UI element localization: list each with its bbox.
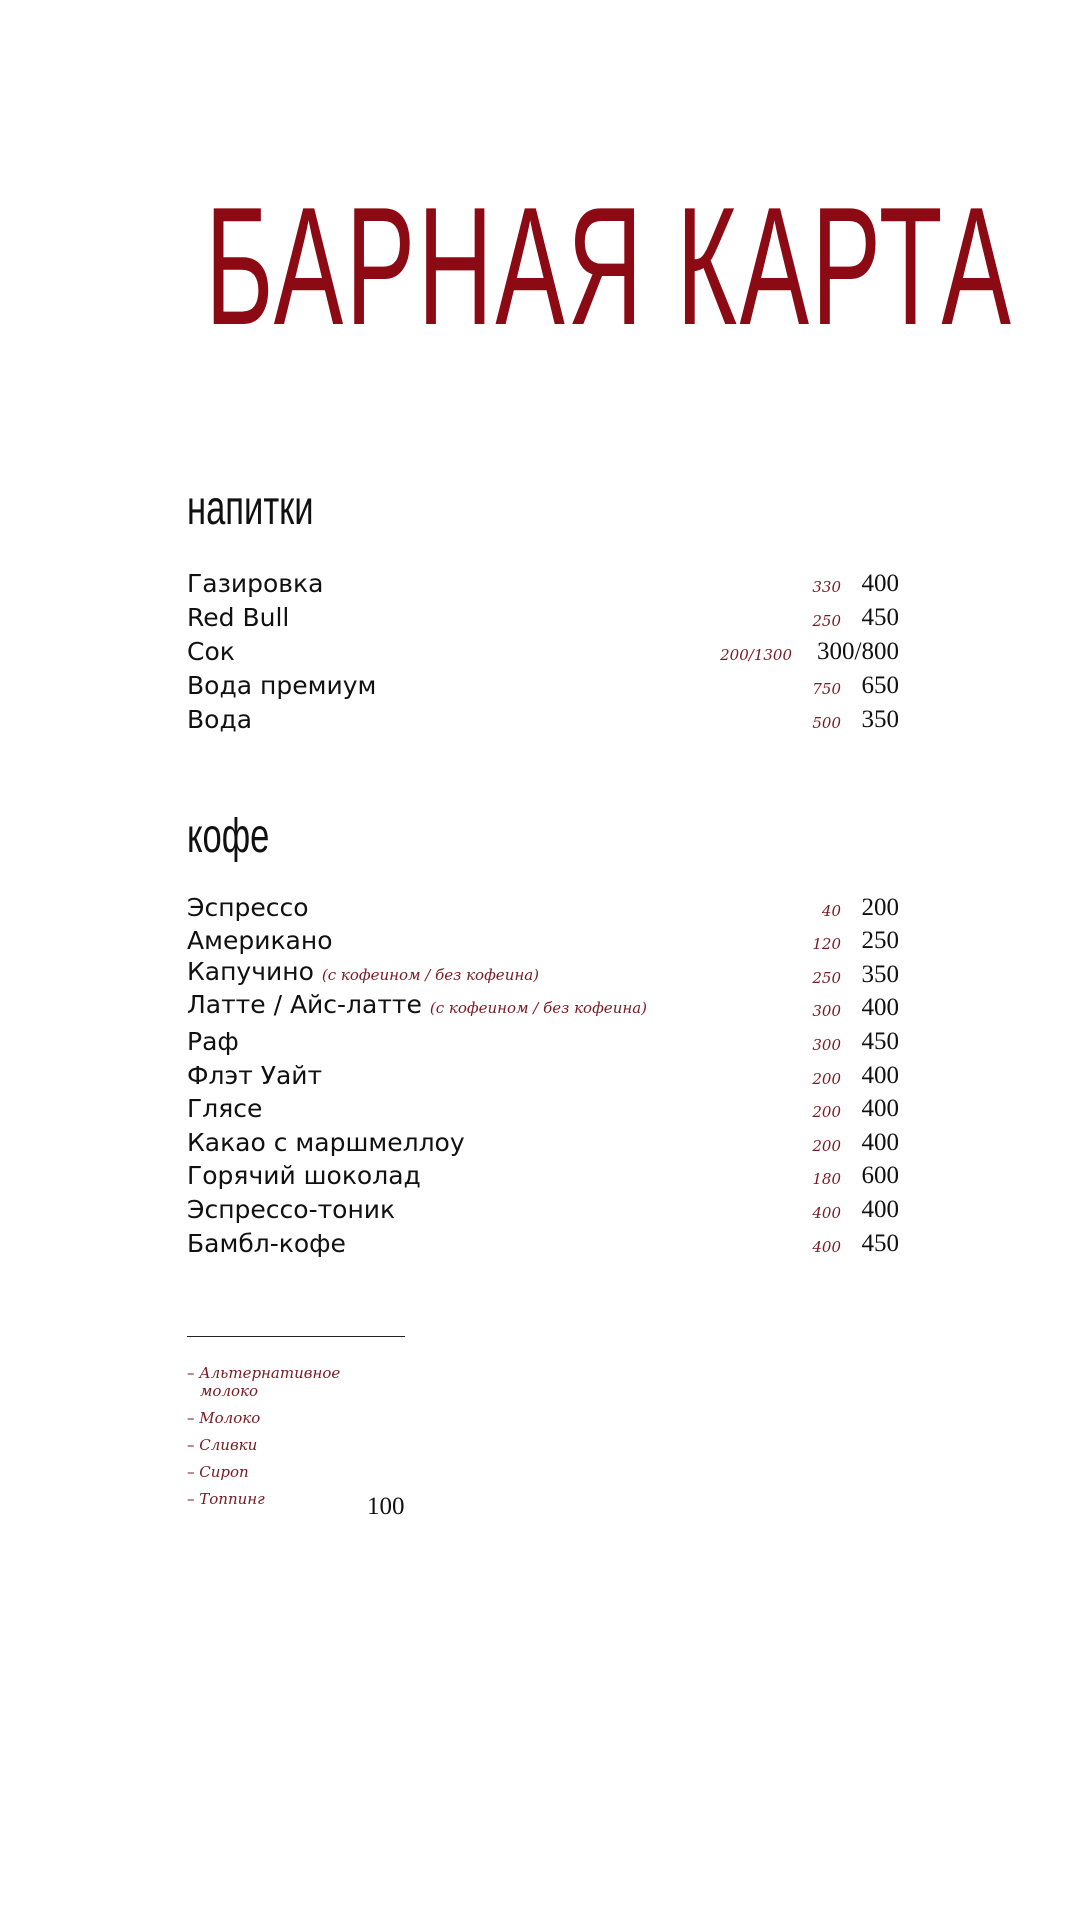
menu-item-volume: 750: [812, 680, 841, 698]
extra-item: – Топпинг: [187, 1490, 265, 1508]
menu-item-price: 400: [861, 1128, 899, 1156]
menu-item-note: (с кофеином / без кофеина): [429, 999, 648, 1018]
menu-item-name-text: Какао с маршмеллоу: [187, 1127, 465, 1157]
menu-item-volume: 40: [821, 901, 841, 920]
menu-item-name-text: Эспрессо-тоник: [187, 1194, 396, 1224]
menu-logo-title: БАРНАЯ КАРТА: [205, 172, 1014, 360]
menu-item-price: 450: [861, 604, 899, 631]
menu-item-name: [187, 991, 647, 1022]
menu-item-volume: 120: [812, 935, 841, 954]
menu-item-name: [187, 1129, 465, 1157]
menu-item-row: [187, 1093, 899, 1127]
menu-item-name-text: Горячий шоколад: [187, 1161, 421, 1191]
menu-item-row: [187, 1160, 899, 1194]
menu-item-volume: 330: [812, 578, 841, 596]
menu-item-volume: 200: [812, 1136, 841, 1155]
menu-item-volume: 200/1300: [720, 646, 792, 664]
menu-item-name: [187, 1062, 322, 1090]
menu-item-name: [187, 927, 333, 955]
menu-item-name-text: Сок: [187, 637, 235, 666]
menu-item-volume: 250: [812, 612, 841, 630]
menu-item-row: [187, 1025, 899, 1059]
menu-item-name-text: Американо: [187, 926, 333, 956]
menu-item-name: [187, 672, 376, 700]
menu-item-price: 350: [861, 960, 899, 988]
menu-item-name: [187, 1095, 262, 1123]
extra-item: – Альтернативное молоко: [187, 1364, 341, 1400]
menu-item-volume: 500: [812, 714, 841, 732]
drinks-list: [187, 567, 899, 737]
menu-item-price: 400: [861, 1061, 899, 1089]
menu-item-volume: 200: [812, 1069, 841, 1088]
menu-item-row: [187, 567, 899, 601]
menu-item-name-text: Эспрессо: [187, 892, 309, 922]
menu-item-row: [187, 992, 899, 1026]
menu-item-name-text: Вода премиум: [187, 671, 377, 700]
menu-item-name-text: Латте / Айс-латте: [187, 990, 422, 1020]
menu-item-row: [187, 1126, 899, 1160]
menu-item-name-text: Вода: [187, 705, 253, 734]
menu-item-note: (с кофеином / без кофеина): [321, 965, 540, 984]
menu-item-row: [187, 1193, 899, 1227]
menu-item-name: [187, 1196, 395, 1224]
menu-item-volume: 200: [812, 1103, 841, 1122]
menu-item-name-text: Бамбл-кофе: [187, 1228, 346, 1258]
menu-item-row: [187, 1059, 899, 1093]
menu-item-name-text: Капучино: [187, 956, 314, 986]
menu-item-price: 600: [861, 1162, 899, 1190]
menu-item-row: [187, 635, 899, 669]
menu-item-row: [187, 703, 899, 737]
extras-divider: [187, 1336, 405, 1337]
extra-item: – Сироп: [187, 1463, 249, 1481]
menu-item-price: 400: [861, 994, 899, 1022]
section-title-coffee: кофе: [187, 810, 270, 863]
extra-item: – Сливки: [187, 1436, 258, 1454]
menu-item-name: [187, 1162, 421, 1190]
menu-item-volume: 250: [812, 968, 841, 987]
menu-item-volume: 300: [812, 1035, 841, 1054]
menu-item-price: 250: [861, 927, 899, 955]
extras-list: [187, 1364, 487, 1517]
menu-item-name: [187, 894, 309, 922]
menu-item-name: [187, 706, 252, 734]
menu-item-name-text: Red Bull: [187, 603, 290, 632]
menu-item-name: [187, 1028, 239, 1056]
drinks-section: [187, 482, 899, 734]
menu-item-price: 400: [861, 1095, 899, 1123]
menu-item-name: [187, 570, 323, 598]
menu-item-volume: 180: [812, 1170, 841, 1189]
menu-item-name: [187, 638, 235, 666]
menu-item-price: 300/800: [817, 638, 899, 665]
menu-item-price: 350: [861, 706, 899, 733]
coffee-section: [187, 810, 899, 1258]
extra-item: – Молоко: [187, 1409, 261, 1427]
menu-item-row: [187, 925, 899, 959]
menu-item-name: [187, 604, 289, 632]
menu-item-price: 400: [861, 570, 899, 597]
menu-item-volume: 400: [812, 1237, 841, 1256]
menu-item-price: 450: [861, 1027, 899, 1055]
menu-item-row: [187, 891, 899, 925]
menu-item-row: [187, 669, 899, 703]
menu-item-price: 450: [861, 1229, 899, 1257]
extras-price: 100: [367, 1493, 405, 1520]
menu-item-price: 400: [861, 1195, 899, 1223]
menu-item-name: [187, 958, 539, 989]
menu-item-name: [187, 1230, 346, 1258]
menu-item-price: 650: [861, 672, 899, 699]
menu-item-row: [187, 1227, 899, 1261]
menu-item-name-text: Раф: [187, 1026, 239, 1056]
menu-item-row: [187, 601, 899, 635]
menu-item-name-text: Газировка: [187, 569, 324, 598]
menu-item-name-text: Глясе: [187, 1094, 263, 1124]
menu-item-volume: 400: [812, 1203, 841, 1222]
menu-item-price: 200: [861, 893, 899, 921]
menu-item-row: [187, 958, 899, 992]
menu-item-volume: 300: [812, 1002, 841, 1021]
coffee-list: [187, 891, 899, 1261]
section-title-drinks: напитки: [187, 482, 314, 535]
menu-item-name-text: Флэт Уайт: [187, 1060, 323, 1090]
